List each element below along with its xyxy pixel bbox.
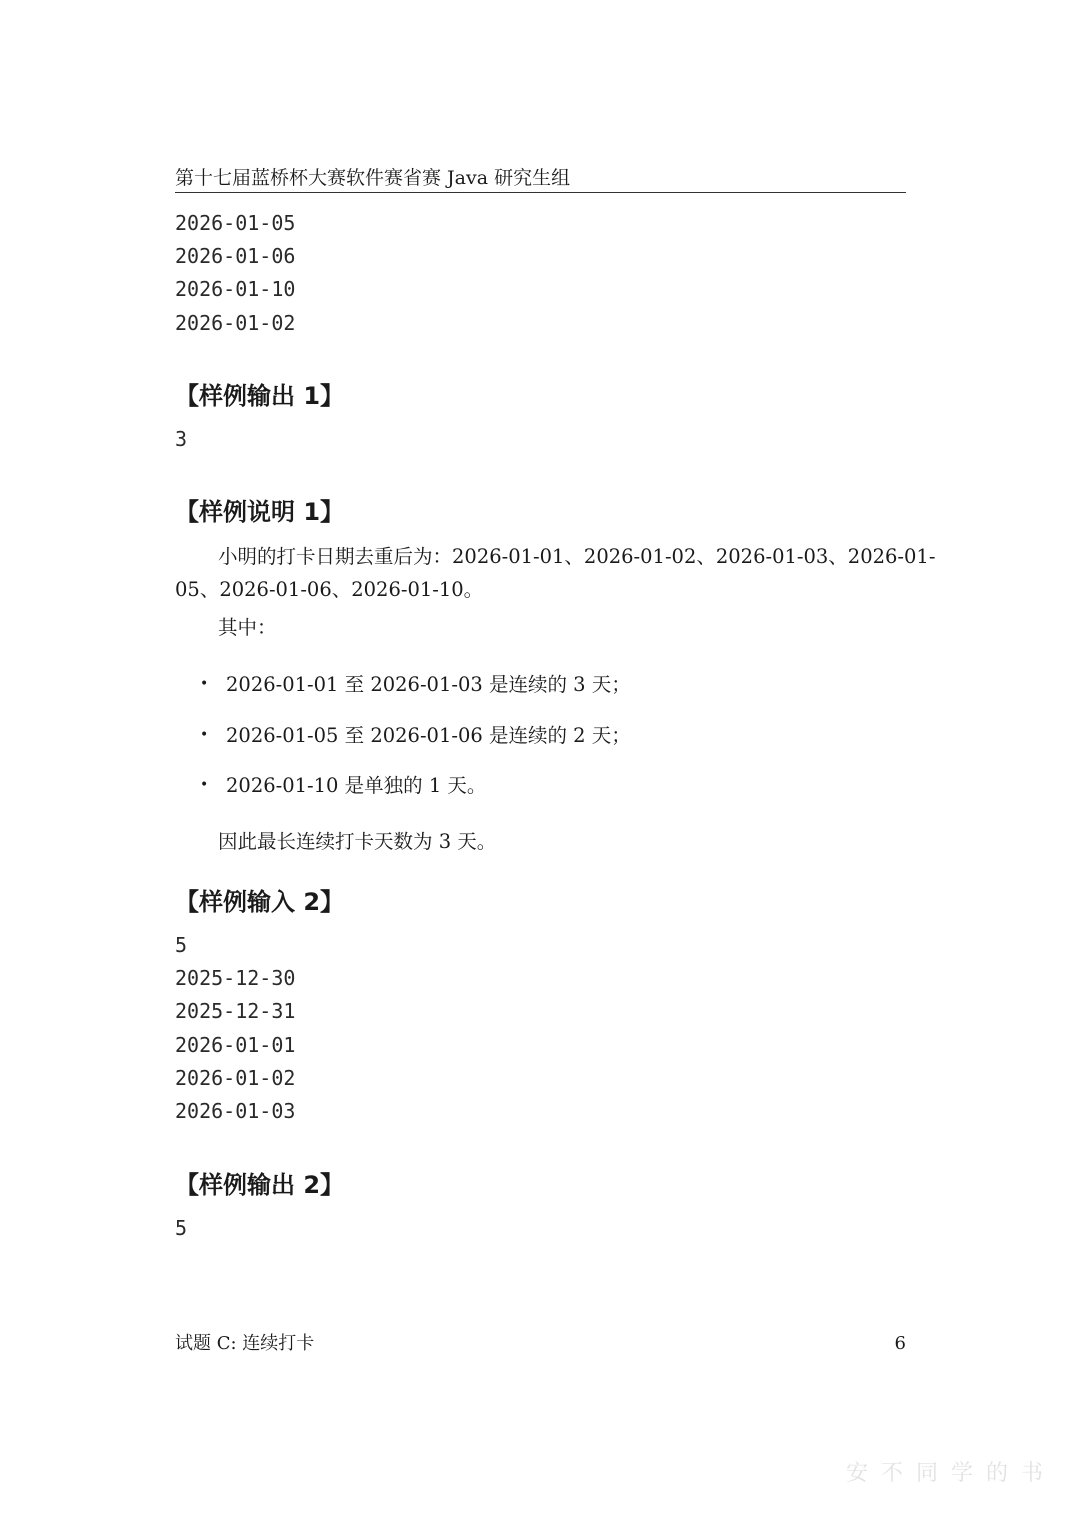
page-header [175, 166, 906, 193]
input-line: 2025-12-30 [175, 966, 296, 991]
list-item [200, 668, 631, 719]
page-footer [175, 1331, 906, 1357]
sample-input-1-tail [175, 207, 295, 340]
bullet-icon: • [200, 777, 209, 793]
bullet-icon: • [200, 726, 209, 743]
input-line: 2026-01-01 [175, 1032, 296, 1057]
header-title: 第十七届蓝桥杯大赛软件赛省赛 Java 研究生组 [175, 167, 571, 189]
bullet-text: 2026-01-10 是单独的 1 天。 [226, 774, 487, 797]
explanation-paragraph-line1: 小明的打卡日期去重后为：2026-01-01、2026-01-02、2026-01-03、2026-01- [218, 545, 936, 568]
input-line: 2026-01-05 [175, 211, 296, 235]
sample-input-2 [175, 929, 295, 1128]
footer-problem-label: 试题 C: 连续打卡 [175, 1333, 315, 1354]
page-number: 6 [894, 1333, 906, 1354]
sample-output-1-heading: 【样例输出 1】 [175, 382, 345, 410]
bullet-text: 2026-01-05 至 2026-01-06 是连续的 2 天； [226, 723, 631, 747]
sample-input-2-heading: 【样例输入 2】 [175, 888, 345, 916]
input-line: 2026-01-02 [175, 1065, 296, 1090]
explanation-among: 其中： [218, 616, 277, 639]
input-line: 5 [175, 933, 188, 957]
list-item [200, 769, 631, 820]
output-value: 3 [175, 427, 188, 451]
output-value: 5 [175, 1216, 188, 1240]
explanation-conclusion: 因此最长连续打卡天数为 3 天。 [218, 830, 497, 853]
list-item [200, 719, 631, 770]
bullet-icon: • [200, 676, 209, 692]
sample-output-2 [175, 1212, 187, 1245]
explanation-paragraph-line2: 05、2026-01-06、2026-01-10。 [175, 578, 484, 601]
bullet-text: 2026-01-01 至 2026-01-03 是连续的 3 天； [226, 673, 631, 696]
sample-output-2-heading: 【样例输出 2】 [175, 1171, 345, 1199]
explanation-bullet-list [200, 668, 631, 820]
input-line: 2026-01-03 [175, 1098, 296, 1123]
sample-output-1 [175, 423, 187, 456]
watermark: 安 不 同 学 的 书 [846, 1461, 1046, 1486]
sample-explanation-1-heading: 【样例说明 1】 [175, 498, 345, 526]
input-line: 2026-01-10 [175, 277, 296, 302]
input-line: 2026-01-02 [175, 310, 296, 335]
input-line: 2026-01-06 [175, 244, 296, 269]
input-line: 2025-12-31 [175, 999, 296, 1024]
